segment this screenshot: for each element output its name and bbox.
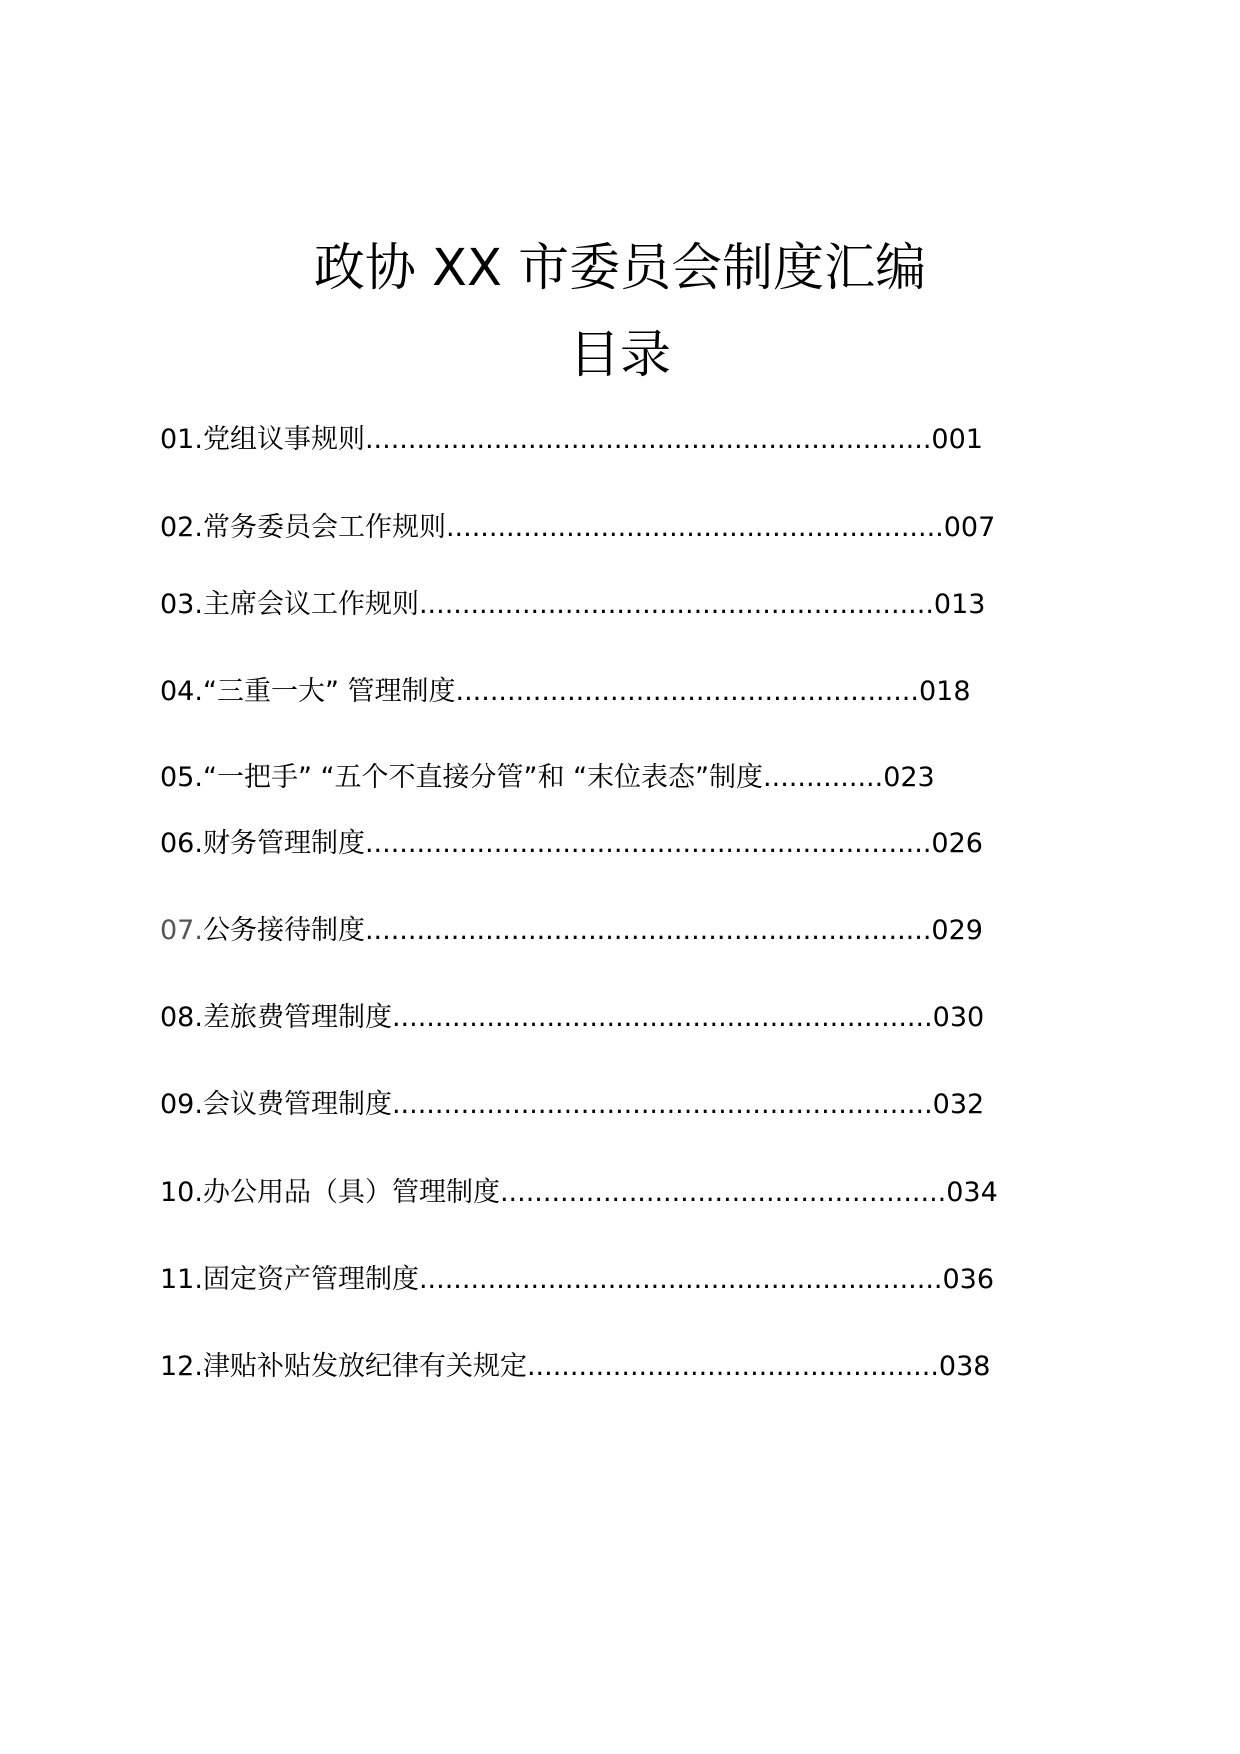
- toc-item: [160, 830, 983, 857]
- toc-item-title: 会议费管理制度: [202, 1089, 392, 1120]
- toc-item: [160, 678, 971, 705]
- toc-item-title: 主席会议工作规则: [202, 589, 419, 620]
- toc-item-number: 03.: [160, 589, 203, 620]
- toc-item: [160, 1179, 998, 1206]
- toc-item-title: 公务接待制度: [202, 915, 365, 946]
- document-subtitle: 目录: [568, 326, 671, 385]
- document-title: 政协 XX 市委员会制度汇编: [313, 239, 927, 298]
- toc-item: [160, 591, 985, 618]
- toc-item-page: 038: [938, 1351, 991, 1382]
- toc-item-leader: ...............................................................: [391, 1002, 933, 1033]
- toc-item-leader: ................................................: [526, 1351, 939, 1382]
- toc-item-leader: ....................................................: [499, 1177, 947, 1208]
- toc-item-number: 07.: [160, 915, 203, 946]
- toc-item: [160, 514, 995, 541]
- toc-item-title: 财务管理制度: [202, 828, 365, 859]
- toc-item-leader: ...............................................................: [391, 1089, 933, 1120]
- toc-item-page: 001: [931, 424, 983, 455]
- toc-item-number: 06.: [160, 828, 203, 859]
- toc-item-number: 11.: [160, 1264, 203, 1295]
- toc-item-page: 034: [946, 1177, 998, 1208]
- toc-item-title: 办公用品（具）管理制度: [202, 1177, 500, 1208]
- toc-item-leader: ............................................................: [418, 589, 934, 620]
- toc-item: [160, 917, 983, 944]
- toc-item-leader: ......................................................: [455, 676, 919, 707]
- toc-item-page: 018: [918, 676, 971, 707]
- toc-item-number: 01.: [160, 424, 203, 455]
- toc-item-number: 09.: [160, 1089, 203, 1120]
- toc-item: [160, 764, 935, 791]
- toc-item-title: 固定资产管理制度: [202, 1264, 419, 1295]
- toc-item: [160, 426, 983, 453]
- toc-item-leader: ..................................................................: [364, 828, 932, 859]
- toc-item-page: 036: [942, 1264, 995, 1295]
- toc-item-page: 032: [932, 1089, 985, 1120]
- toc-item-number: 12.: [160, 1351, 203, 1382]
- toc-item-title: 党组议事规则: [202, 424, 365, 455]
- toc-item-number: 10.: [160, 1177, 203, 1208]
- toc-item-page: 030: [932, 1002, 985, 1033]
- toc-item-title: 差旅费管理制度: [202, 1002, 392, 1033]
- toc-item-number: 02.: [160, 512, 203, 543]
- toc-item: [160, 1091, 984, 1118]
- toc-item-page: 026: [931, 828, 983, 859]
- toc-item-number: 05.: [160, 762, 203, 793]
- toc-item-leader: ..........................................................: [445, 512, 944, 543]
- toc-item: [160, 1266, 994, 1293]
- toc-item-number: 08.: [160, 1002, 203, 1033]
- toc-item-leader: ..................................................................: [364, 915, 932, 946]
- toc-item-title: “三重一大” 管理制度: [202, 676, 456, 707]
- toc-item-title: 津贴补贴发放纪律有关规定: [202, 1351, 527, 1382]
- toc-item-title: “一把手” “五个不直接分管”和 “末位表态”制度: [202, 762, 764, 793]
- toc-item-leader: .............................................................: [418, 1264, 943, 1295]
- toc-item-page: 023: [883, 762, 935, 793]
- toc-item-leader: ..................................................................: [364, 424, 932, 455]
- toc-item-leader: ..............: [763, 762, 884, 793]
- toc-item: [160, 1353, 990, 1380]
- toc-item-page: 029: [931, 915, 983, 946]
- toc-item-page: 007: [943, 512, 996, 543]
- toc-item-page: 013: [933, 589, 986, 620]
- toc-item: [160, 1004, 984, 1031]
- toc-item-number: 04.: [160, 676, 203, 707]
- toc-item-title: 常务委员会工作规则: [202, 512, 446, 543]
